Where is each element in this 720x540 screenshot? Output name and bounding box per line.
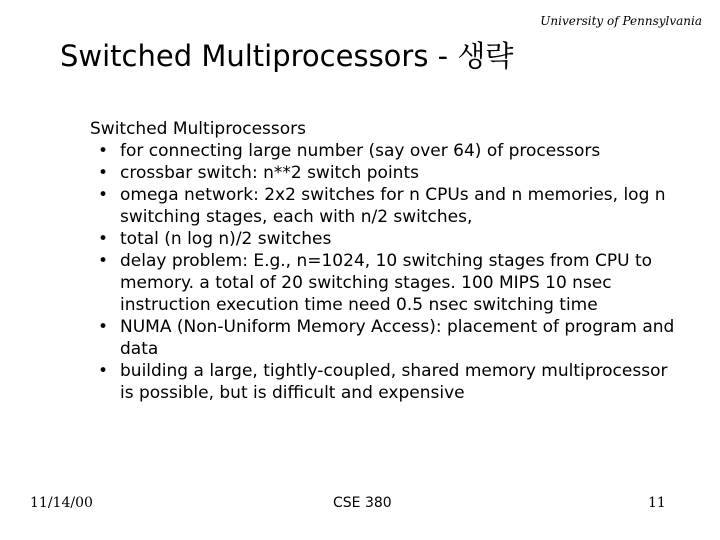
- bullet-icon: •: [98, 229, 109, 249]
- list-item: [90, 162, 680, 184]
- bullet-icon: •: [98, 141, 109, 161]
- bullet-icon: •: [98, 185, 109, 205]
- list-item: [90, 316, 680, 360]
- footer-date: 11/14/00: [30, 495, 93, 511]
- bullet-text: delay problem: E.g., n=1024, 10 switching stages from CPU to memory. a total of 20 switching stages. 100 MIPS 10 nsec instruction execution time need 0.5 nsec switching time: [120, 251, 653, 315]
- bullet-text: omega network: 2x2 switches for n CPUs and n memories, log n switching stages, each with n/2 switches,: [120, 185, 666, 227]
- list-item: [90, 228, 680, 250]
- bullet-icon: •: [98, 251, 109, 271]
- bullet-text: NUMA (Non-Uniform Memory Access): placement of program and data: [120, 317, 675, 359]
- university-label: University of Pennsylvania: [540, 14, 702, 28]
- bullet-text: building a large, tightly-coupled, shared memory multiprocessor is possible, but is difficult and expensive: [120, 361, 668, 403]
- list-item: [90, 360, 680, 404]
- slide-title: Switched Multiprocessors - 생략: [60, 39, 514, 73]
- bullet-list: [90, 140, 680, 404]
- bullet-icon: •: [98, 163, 109, 183]
- bullet-text: for connecting large number (say over 64) of processors: [120, 141, 601, 161]
- bullet-text: crossbar switch: n**2 switch points: [120, 163, 419, 183]
- bullet-icon: •: [98, 361, 109, 381]
- list-item: [90, 140, 680, 162]
- list-item: [90, 250, 680, 316]
- footer-page-number: 11: [648, 495, 666, 511]
- bullet-text: total (n log n)/2 switches: [120, 229, 332, 249]
- content-heading: Switched Multiprocessors: [90, 119, 306, 139]
- slide-content: [90, 118, 680, 404]
- footer-course: CSE 380: [333, 495, 392, 511]
- list-item: [90, 184, 680, 228]
- bullet-icon: •: [98, 317, 109, 337]
